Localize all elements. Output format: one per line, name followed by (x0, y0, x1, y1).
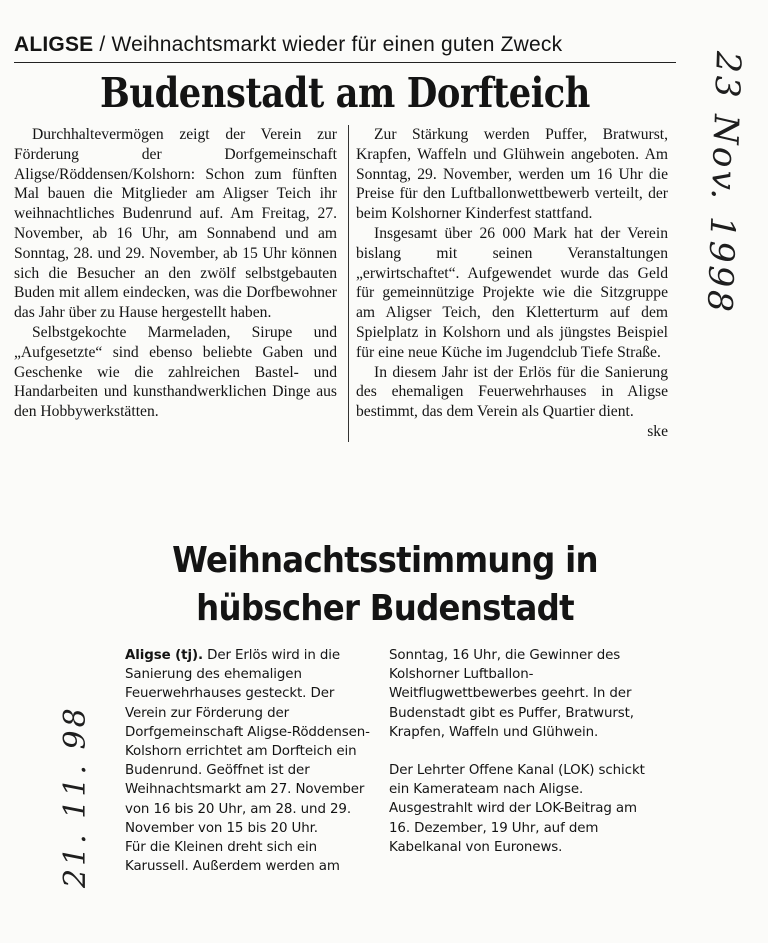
paragraph-text: Der Erlös wird in die Sanierung des ehemaligen Feuerwehrhauses gesteckt. Der Verein zur Förderung der Dorfgemeinschaft Aligse-Röddensen-Kolshorn errichtet am Dorfteich ein Budenrund. Geöffnet ist der Weihnachtsmarkt am 27. November von 16 bis 20 Uhr, am 28. und 29. November von 15 bis 20 Uhr. (125, 648, 370, 836)
kicker-line (14, 30, 676, 60)
paragraph: Selbstgekochte Marmeladen, Sirupe und „Aufgesetzte“ sind ebenso beliebte Gaben und Geschenke wie die zahlreichen Bastel- und Handarbeiten und kunsthandwerklichen Dinge aus den Hobbywerkstätten. (14, 323, 337, 421)
article-1-columns (14, 125, 676, 442)
paragraph-text: In diesem Jahr ist der Erlös für die Sanierung des ehemaligen Feuerwehrhauses in Aligse bestimmt, das dem Verein als Quartier dient. (356, 363, 668, 421)
paragraph: Für die Kleinen dreht sich ein Karussell. Außerdem werden am (125, 840, 340, 875)
headline-article-2 (151, 537, 619, 633)
article-weihnachtsstimmung (125, 537, 645, 876)
kicker-place: ALIGSE (14, 33, 94, 56)
dateline: Aligse (tj). (125, 648, 203, 663)
paragraph (356, 363, 668, 440)
paragraph: Zur Stärkung werden Puffer, Bratwurst, Krapfen, Waffeln und Glühwein angeboten. Am Sonntag, 29. November, werden um 16 Uhr die Preise für den Luftballonwettbewerb verteilt, der beim Kolshorner Kinderfest stattfand. (356, 126, 668, 223)
paragraph: Der Lehrter Offene Kanal (LOK) schickt ein Kamerateam nach Aligse. Ausgestrahlt wird der LOK-Beitrag am 16. Dezember, 19 Uhr, auf dem Kabelkanal von Euronews. (389, 763, 645, 855)
paragraph (125, 646, 377, 838)
handwritten-date-left: 21. 11. 98 (58, 705, 93, 888)
handwritten-date-right: 23 Nov. 1998 (698, 50, 748, 316)
paragraph: Insgesamt über 26 000 Mark hat der Verein bislang mit seinen Veranstaltungen „erwirtschaftet“. Aufgewendet wurde das Geld für gemeinnützige Projekte wie die Sitzgruppe am Aligser Teich, den Kletterturm auf dem Spielplatz in Kolshorn und als jüngstes Beispiel für eine neue Küche im Jugendclub Tiefe Straße. (356, 224, 668, 361)
kicker-rule (14, 62, 676, 63)
article-1-column-left (14, 125, 337, 442)
article-1-column-right (356, 125, 668, 442)
column-divider (348, 125, 349, 442)
headline-line-2: hübscher Budenstadt (196, 588, 574, 629)
article-2-column-right (389, 646, 645, 876)
article-2-columns (125, 646, 645, 876)
article-budenstadt-am-dorfteich (14, 30, 676, 442)
paragraph: Sonntag, 16 Uhr, die Gewinner des Kolshorner Luftballon-Weitflugwettbewerbes geehrt. In der Budenstadt gibt es Puffer, Bratwurst, Krapfen, Waffeln und Glühwein. (389, 648, 634, 740)
article-2-column-left (125, 646, 377, 876)
headline-article-1: Budenstadt am Dorfteich (100, 69, 590, 117)
headline-line-1: Weihnachtsstimmung in (172, 540, 598, 581)
kicker-topic: / Weihnachtsmarkt wieder für einen guten Zweck (93, 33, 563, 56)
paragraph: Durchhaltevermögen zeigt der Verein zur Förderung der Dorfgemeinschaft Aligse/Röddensen/Kolshorn: Schon zum fünften Mal bauen die Mitglieder am Aligser Teich ihr weihnachtliches Budenrund auf. Am Freitag, 27. November, ab 16 Uhr, am Sonnabend und am Sonntag, 28. und 29. November, ab 15 Uhr können sich die Besucher an den zwölf selbstgebauten Buden mit allem eindecken, was die Dorfbewohner das Jahr über zu Hause hergestellt haben. (14, 126, 337, 322)
paragraph-gap (389, 742, 645, 761)
author-signature: ske (647, 422, 668, 440)
